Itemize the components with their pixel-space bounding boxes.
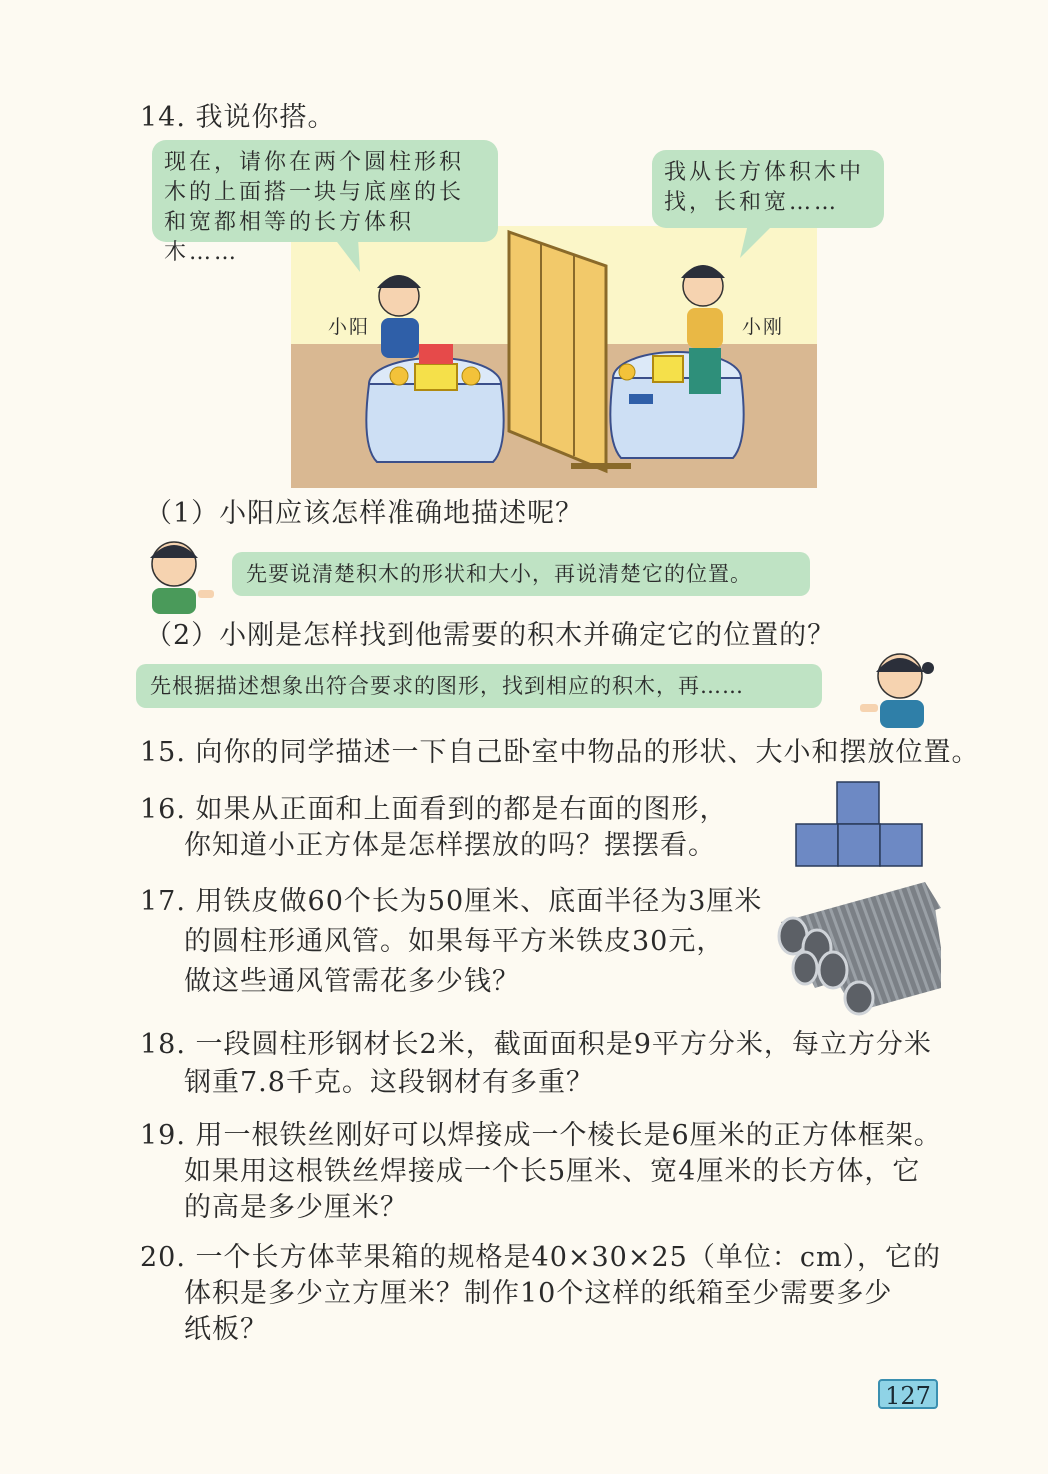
bubble-tail-left: [330, 238, 370, 274]
q20-line1: 20. 一个长方体苹果箱的规格是40×30×25（单位：cm），它的: [140, 1242, 942, 1273]
answer-bubble-2: 先根据描述想象出符合要求的图形，找到相应的积木，再……: [136, 664, 822, 708]
q20-line2: 体积是多少立方厘米？制作10个这样的纸箱至少需要多少: [184, 1278, 893, 1309]
q16-line2: 你知道小正方体是怎样摆放的吗？摆摆看。: [184, 830, 716, 861]
q15-text: 15. 向你的同学描述一下自己卧室中物品的形状、大小和摆放位置。: [140, 737, 980, 768]
label-xiaoyang: 小阳: [328, 316, 371, 338]
boy-avatar: [140, 534, 220, 614]
q18-line1: 18. 一段圆柱形钢材长2米，截面面积是9平方分米，每立方分米: [140, 1029, 932, 1060]
q16-line1: 16. 如果从正面和上面看到的都是右面的图形，: [140, 794, 728, 825]
q18-text: [140, 1027, 932, 1101]
q19-line3: 的高是多少厘米？: [184, 1192, 408, 1223]
answer-bubble-1: 先要说清楚积木的形状和大小，再说清楚它的位置。: [232, 552, 810, 596]
q20-text: [140, 1240, 941, 1348]
ventilation-pipes-photo: [775, 878, 941, 1018]
q17-text: [140, 884, 762, 1000]
speech-bubble-right: 我从长方体积木中找，长和宽……: [652, 150, 884, 228]
label-xiaogang: 小刚: [742, 316, 785, 338]
q19-line2: 如果用这根铁丝焊接成一个长5厘米、宽4厘米的长方体，它: [184, 1156, 921, 1187]
cube-view-figure: [795, 780, 925, 868]
page-number: 127: [878, 1379, 938, 1409]
q17-line2: 的圆柱形通风管。如果每平方米铁皮30元，: [184, 926, 725, 957]
girl-avatar: [856, 646, 936, 728]
q18-line2: 钢重7.8千克。这段钢材有多重？: [184, 1067, 594, 1098]
q19-text: [140, 1118, 942, 1226]
bubble-tail-right: [738, 224, 778, 260]
q19-line1: 19. 用一根铁丝刚好可以焊接成一个棱长是6厘米的正方体框架。: [140, 1120, 942, 1151]
q14-title: 14. 我说你搭。: [140, 102, 336, 133]
q17-line3: 做这些通风管需花多少钱？: [184, 966, 520, 997]
q14-sub2: （2）小刚是怎样找到他需要的积木并确定它的位置的？: [145, 620, 836, 651]
q17-line1: 17. 用铁皮做60个长为50厘米、底面半径为3厘米: [140, 886, 763, 917]
speech-bubble-left: 现在，请你在两个圆柱形积木的上面搭一块与底座的长和宽都相等的长方体积木……: [152, 140, 498, 242]
q14-sub1: （1）小阳应该怎样准确地描述呢？: [145, 498, 584, 529]
q16-text: [140, 792, 728, 864]
q20-line3: 纸板？: [184, 1314, 268, 1345]
